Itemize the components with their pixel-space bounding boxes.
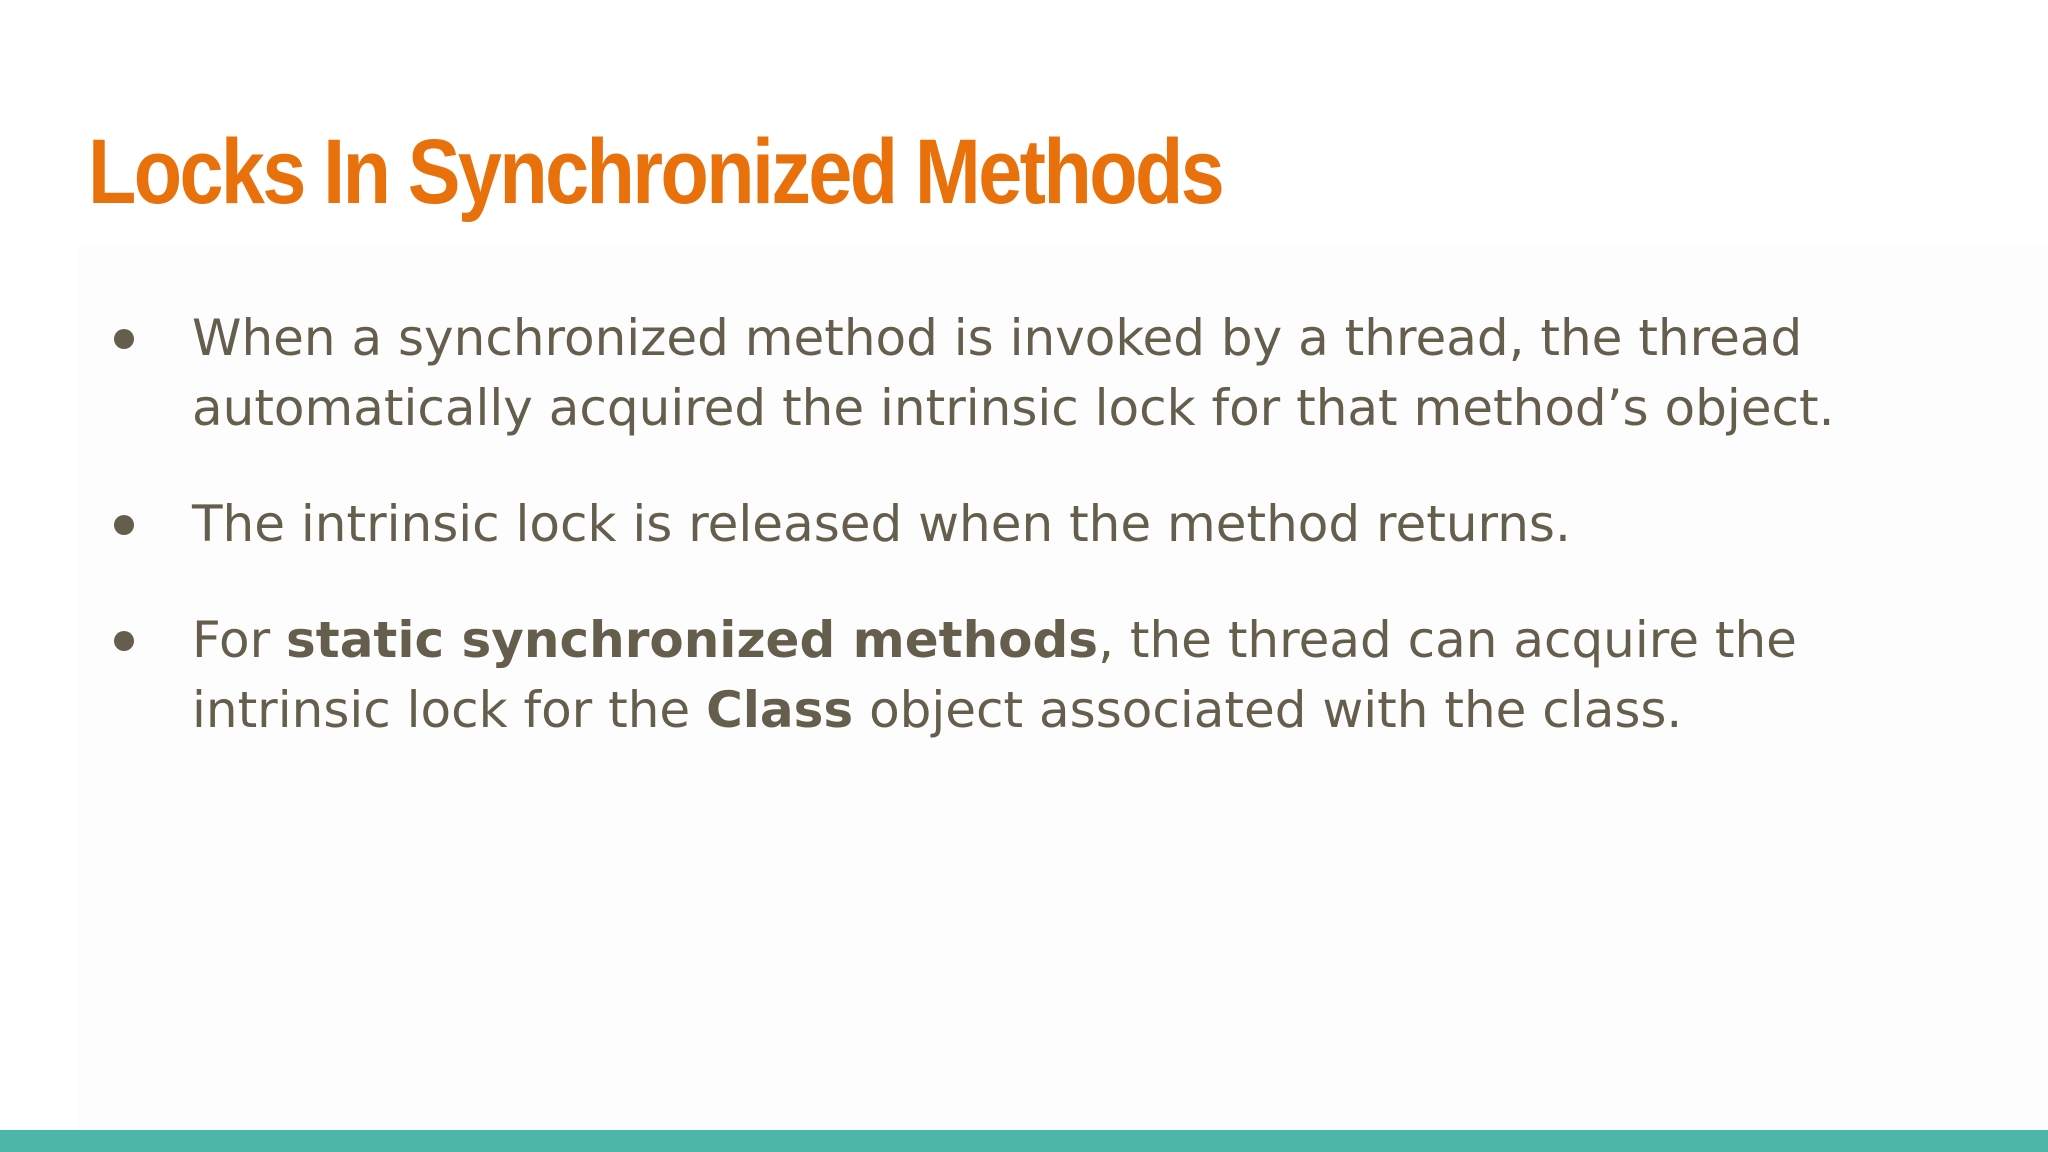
bullet-item [110,489,1930,559]
slide-title: Locks In Synchronized Methods [88,121,1223,223]
bullet-segment: , the thread can acquire the intrinsic lock for the [192,611,1797,739]
bullet-dot-icon [114,329,134,349]
bullet-text [192,495,1571,553]
bullet-segment-bold: static synchronized methods [286,611,1099,669]
bullet-segment: For [192,611,287,669]
bullet-text [192,309,1834,437]
bullet-segment-bold: Class [706,681,854,739]
bullet-item [110,303,1930,443]
bullet-text [192,611,1797,739]
bullet-segment: object associated with the class. [853,681,1683,739]
bullet-item [110,605,1930,745]
bullet-dot-icon [114,515,134,535]
bullet-list [110,303,1930,791]
bullet-segment: When a synchronized method is invoked by a thread, the thread automatically acquired the intrinsic lock for that method’s object. [192,309,1835,437]
bullet-dot-icon [114,631,134,651]
footer-accent-bar [0,1130,2048,1152]
bullet-segment: The intrinsic lock is released when the method returns. [192,495,1571,553]
